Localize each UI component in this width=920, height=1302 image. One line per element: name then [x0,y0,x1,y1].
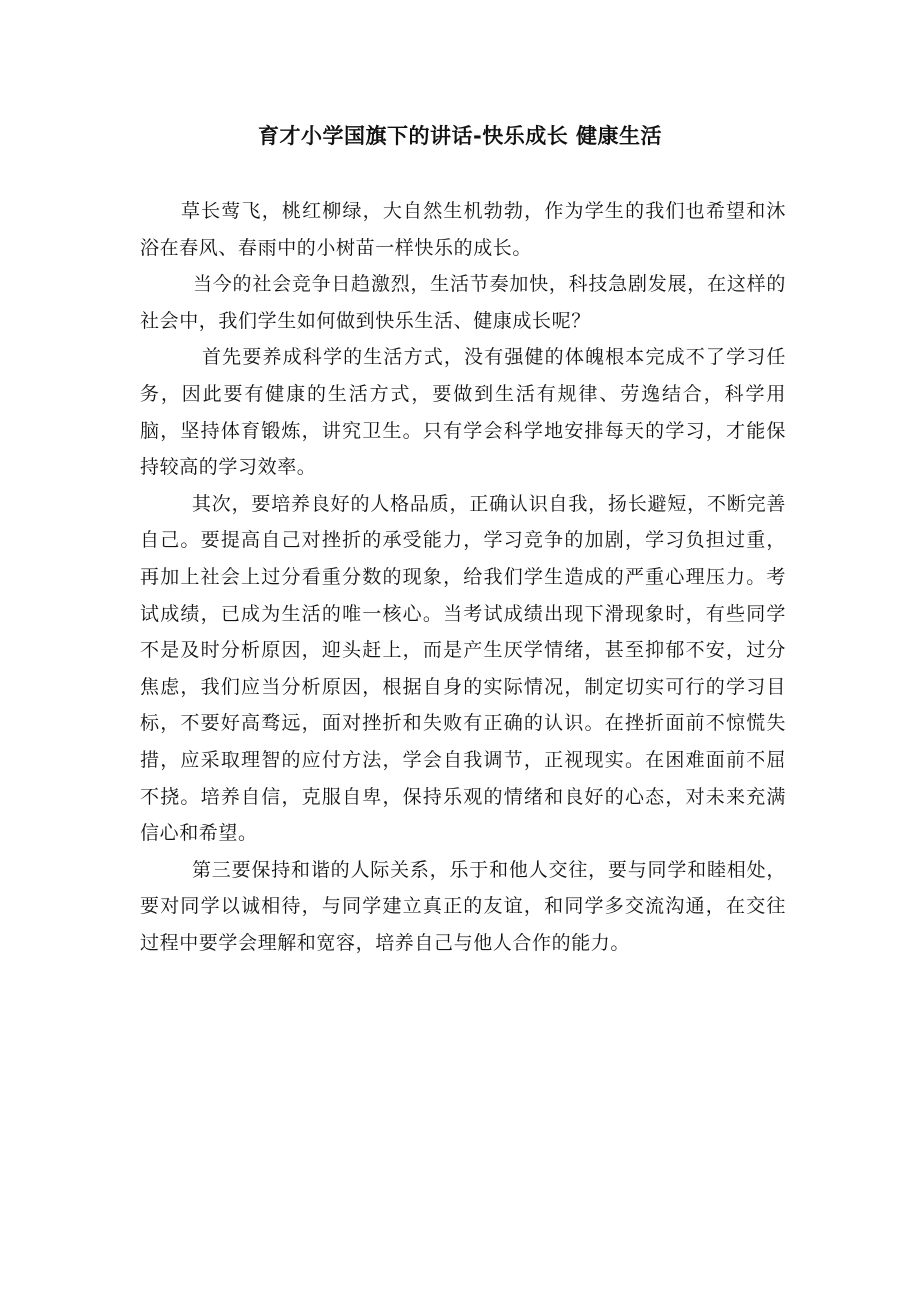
document-body [140,193,786,961]
paragraph-intro: 草长莺飞，桃红柳绿，大自然生机勃勃，作为学生的我们也希望和沐浴在春风、春雨中的小树苗一样快乐的成长。 [140,200,786,259]
document-title: 育才小学国旗下的讲话-快乐成长 健康生活 [257,124,663,148]
paragraph-third-point: 第三要保持和谐的人际关系，乐于和他人交往，要与同学和睦相处，要对同学以诚相待，与同学建立真正的友谊，和同学多交流沟通，在交往过程中要学会理解和宽容，培养自己与他人合作的能力。 [140,858,786,954]
paragraph-first-point: 首先要养成科学的生活方式，没有强健的体魄根本完成不了学习任务，因此要有健康的生活方式，要做到生活有规律、劳逸结合，科学用脑，坚持体育锻炼，讲究卫生。只有学会科学地安排每天的学习，才能保持较高的学习效率。 [140,346,786,479]
paragraph-question: 当今的社会竞争日趋激烈，生活节奏加快，科技急剧发展，在这样的社会中，我们学生如何做到快乐生活、健康成长呢？ [140,273,786,332]
paragraph-second-point: 其次，要培养良好的人格品质，正确认识自我，扬长避短，不断完善自己。要提高自己对挫折的承受能力，学习竞争的加剧，学习负担过重，再加上社会上过分看重分数的现象，给我们学生造成的严重心理压力。考试成绩，已成为生活的唯一核心。当考试成绩出现下滑现象时，有些同学不是及时分析原因，迎头赶上，而是产生厌学情绪，甚至抑郁不安，过分焦虑，我们应当分析原因，根据自身的实际情况，制定切实可行的学习目标，不要好高骛远，面对挫折和失败有正确的认识。在挫折面前不惊慌失措，应采取理智的应付方法，学会自我调节，正视现实。在困难面前不屈不挠。培养自信，克服自卑，保持乐观的情绪和良好的心态，对未来充满信心和希望。 [140,492,786,845]
